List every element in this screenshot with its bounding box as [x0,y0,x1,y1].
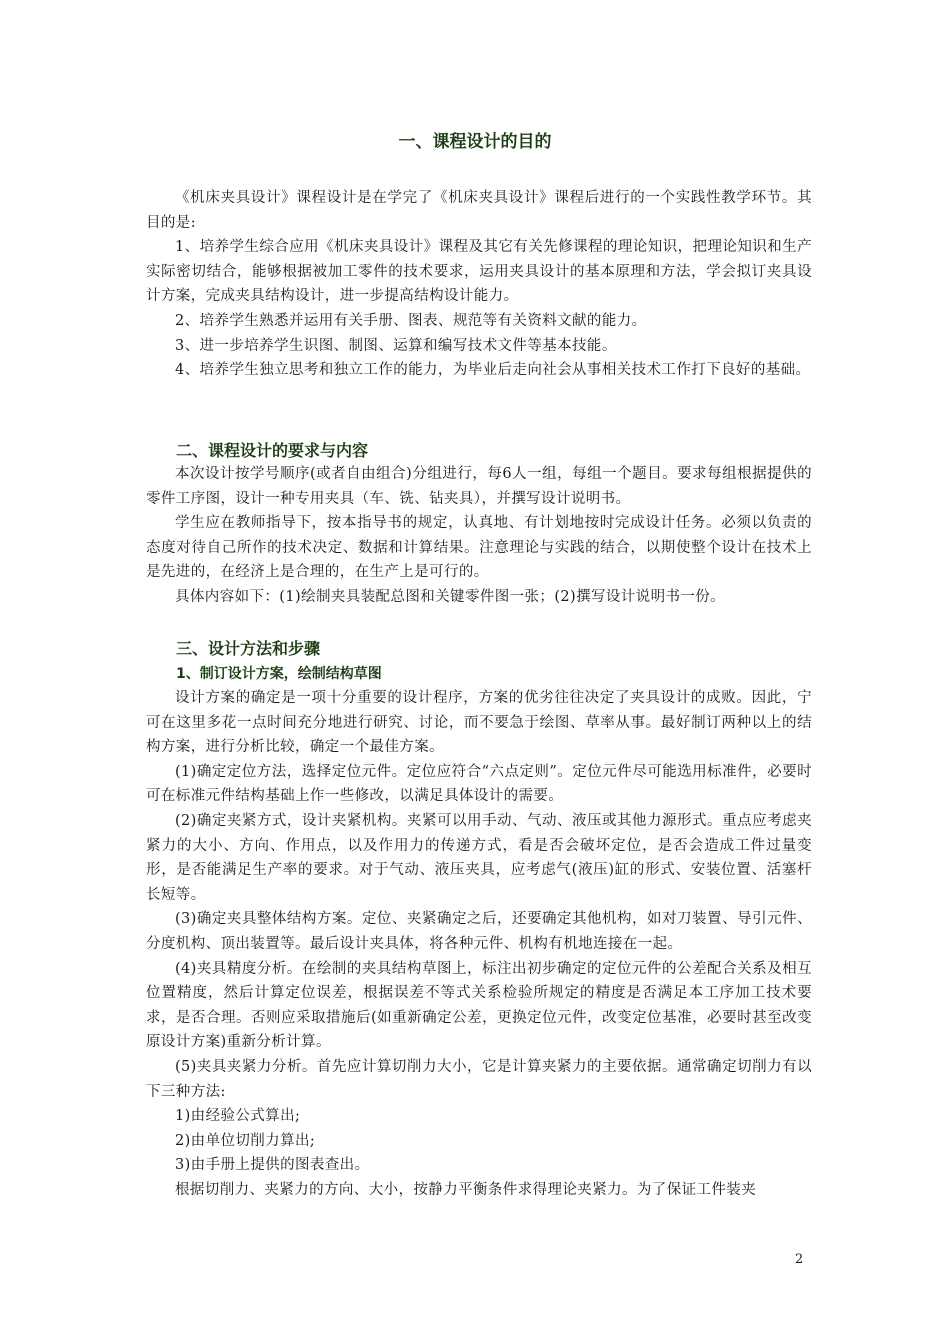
paragraph: 学生应在教师指导下，按本指导书的规定，认真地、有计划地按时完成设计任务。必须以负责的态度对待自己所作的技术决定、数据和计算结果。注意理论与实践的结合，以期使整个设计在技术上是先进的，在经济上是合理的，在生产上是可行的。 [146,515,812,581]
subsection-title: 1、制订设计方案，绘制结构草图 [176,666,382,682]
section-requirements-body [146,462,812,610]
section-methods-body [146,686,812,1202]
paragraph: 具体内容如下：(1)绘制夹具装配总图和关键零件图一张；(2)撰写设计说明书一份。 [175,588,726,605]
paragraph: (1)确定定位方法，选择定位元件。定位应符合“六点定则”。定位元件尽可能选用标准件，必要时可在标准元件结构基础上作一些修改，以满足具体设计的需要。 [146,763,812,805]
list-item: 2、培养学生熟悉并运用有关手册、图表、规范等有关资料文献的能力。 [175,312,647,329]
list-item: 1、培养学生综合应用《机床夹具设计》课程及其它有关先修课程的理论知识，把理论知识和生产实际密切结合，能够根据被加工零件的技术要求，运用夹具设计的基本原理和方法，学会拟订夹具设计方案，完成夹具结构设计，进一步提高结构设计能力。 [146,239,812,305]
paragraph: (3)确定夹具整体结构方案。定位、夹紧确定之后，还要确定其他机构，如对刀装置、导引元件、分度机构、顶出装置等。最后设计夹具体，将各种元件、机构有机地连接在一起。 [146,911,812,952]
list-item: 3)由手册上提供的图表查出。 [175,1157,370,1174]
paragraph: 设计方案的确定是一项十分重要的设计程序，方案的优劣往往决定了夹具设计的成败。因此，宁可在这里多花一点时间充分地进行研究、讨论，而不要急于绘图、草率从事。最好制订两种以上的结构方案，进行分析比较，确定一个最佳方案。 [146,690,812,756]
list-item: 2)由单位切削力算出; [175,1132,316,1149]
section-purpose-body [146,186,812,383]
paragraph: (4)夹具精度分析。在绘制的夹具结构草图上，标注出初步确定的定位元件的公差配合关系及相互位置精度，然后计算定位误差，根据误差不等式关系检验所规定的精度是否满足本工序加工技术要求，是否合理。否则应采取措施后(如重新确定公差，更换定位元件，改变定位基准，必要时甚至改变原设计方案)重新分析计算。 [146,960,812,1051]
paragraph: (5)夹具夹紧力分析。首先应计算切削力大小，它是计算夹紧力的主要依据。通常确定切削力有以下三种方法: [146,1058,812,1100]
list-item: 4、培养学生独立思考和独立工作的能力，为毕业后走向社会从事相关技术工作打下良好的基础。 [175,362,811,379]
paragraph: 《机床夹具设计》课程设计是在学完了《机床夹具设计》课程后进行的一个实践性教学环节。其目的是: [146,190,812,231]
list-item: 1)由经验公式算出; [175,1108,301,1125]
paragraph: 根据切削力、夹紧力的方向、大小，按静力平衡条件求得理论夹紧力。为了保证工件装夹 [175,1181,757,1198]
page-number: 2 [795,1252,804,1267]
list-item: 3、进一步培养学生识图、制图、运算和编写技术文件等基本技能。 [175,337,617,354]
section-title-methods: 三、设计方法和步骤 [176,639,321,658]
paragraph: (2)确定夹紧方式，设计夹紧机构。夹紧可以用手动、气动、液压或其他力源形式。重点应考虑夹紧力的大小、方向、作用点，以及作用力的传递方式，看是否会破坏定位，是否会造成工件过量变形，是否能满足生产率的要求。对于气动、液压夹具，应考虑气(液压)缸的形式、安装位置、活塞杆长短等。 [146,812,812,903]
section-title-purpose: 一、课程设计的目的 [398,132,552,152]
paragraph: 本次设计按学号顺序(或者自由组合)分组进行，每6人一组，每组一个题目。要求每组根据提供的零件工序图，设计一种专用夹具（车、铣、钻夹具），并撰写设计说明书。 [146,466,812,507]
section-title-requirements: 二、课程设计的要求与内容 [176,441,369,460]
